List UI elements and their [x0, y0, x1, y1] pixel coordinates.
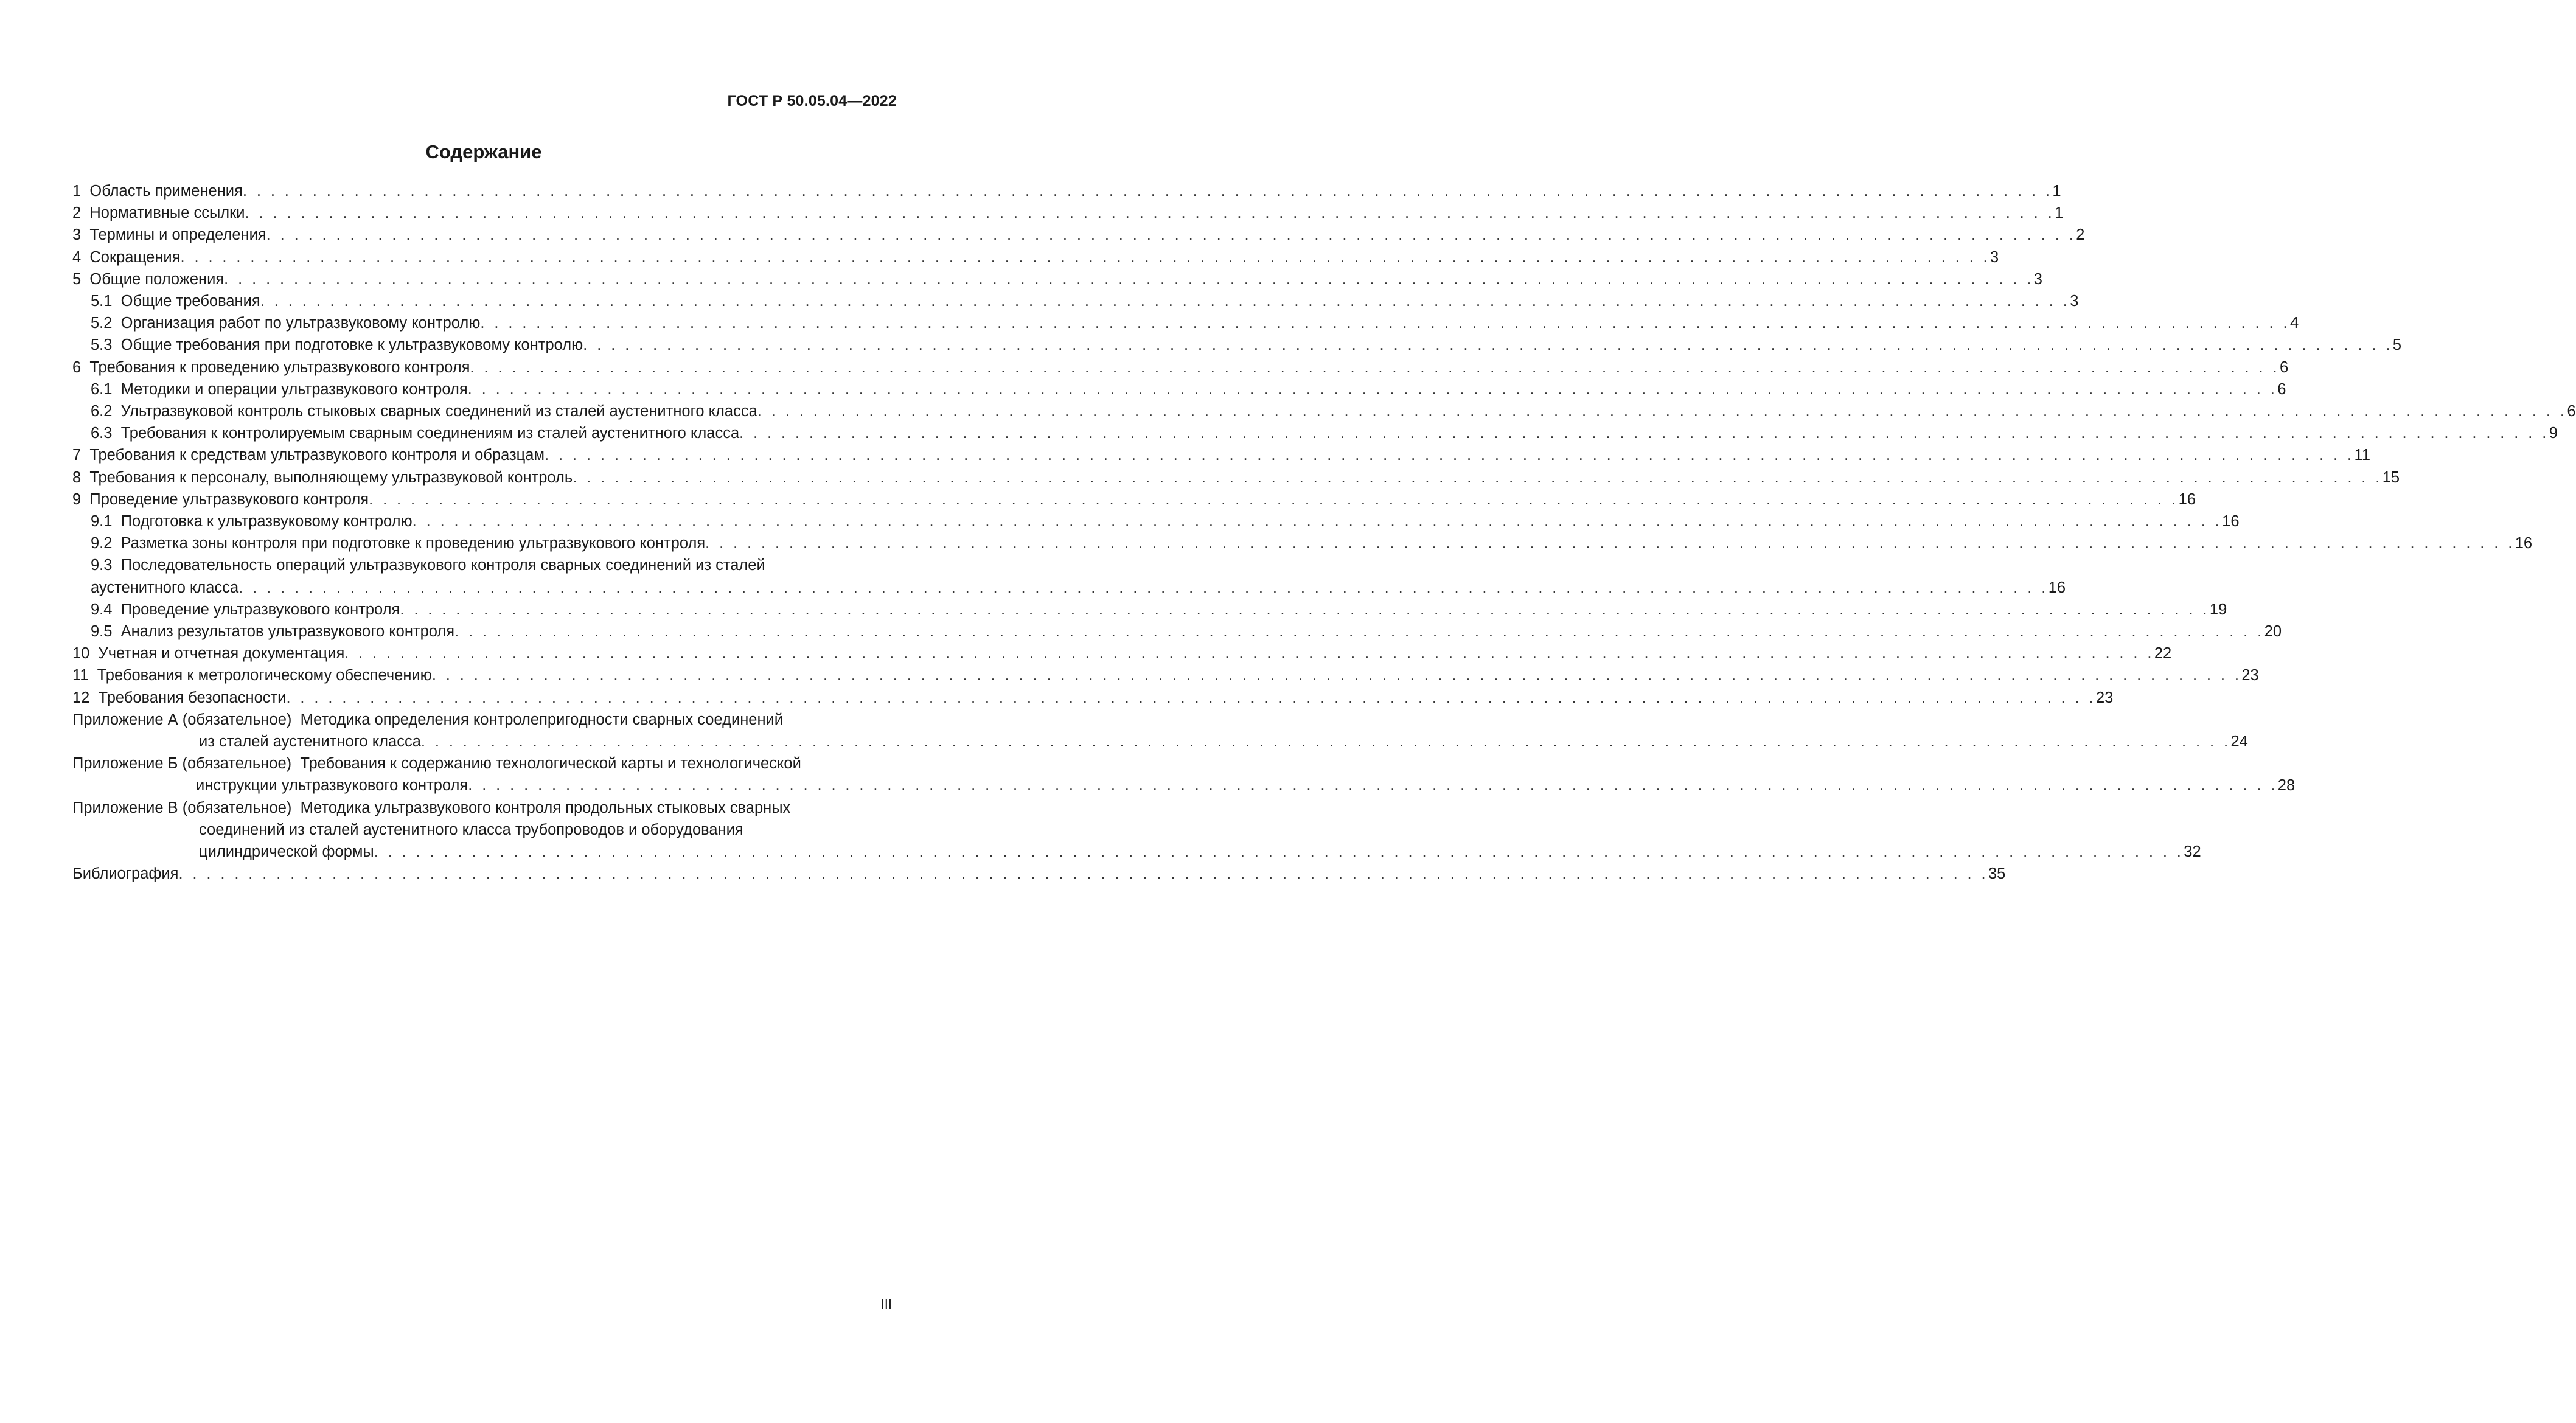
toc-entry-9-1[interactable] — [72, 510, 2240, 532]
document-code: ГОСТ Р 50.05.04—2022 — [727, 92, 897, 110]
dot-leader: . . . . . . . . . . . . . . . . . . . . . . . . . . . . . . . . . . . . . . . . . . . . . . . . . . . . . . . . . . . . . . . . . . . . . . . . . . . . . . . . . . . . . . . . . . . . . . . . . . . . . . . . . . . . . . . . . . . . . . . . . . . . . . . . . . — [374, 843, 2184, 861]
dot-leader: . . . . . . . . . . . . . . . . . . . . . . . . . . . . . . . . . . . . . . . . . . . . . . . . . . . . . . . . . . . . . . . . . . . . . . . . . . . . . . . . . . . . . . . . . . . . . . . . . . . . . . . . . . . . . . . . . . . . . . . . . . . . . . . . . . — [583, 336, 2393, 354]
toc-entry-page: 9 — [2549, 425, 2558, 442]
dot-leader: . . . . . . . . . . . . . . . . . . . . . . . . . . . . . . . . . . . . . . . . . . . . . . . . . . . . . . . . . . . . . . . . . . . . . . . . . . . . . . . . . . . . . . . . . . . . . . . . . . . . . . . . . . . . . . . . . . . . . . . . . . . . . . . . . . — [245, 204, 2055, 222]
appendix-title-line3: цилиндрической формы — [199, 843, 374, 861]
dot-leader: . . . . . . . . . . . . . . . . . . . . . . . . . . . . . . . . . . . . . . . . . . . . . . . . . . . . . . . . . . . . . . . . . . . . . . . . . . . . . . . . . . . . . . . . . . . . . . . . . . . . . . . . . . . . . . . . . . . . . . . . . . . . . . . . . . — [344, 645, 2154, 663]
toc-entry-6[interactable] — [72, 357, 2289, 378]
dot-leader: . . . . . . . . . . . . . . . . . . . . . . . . . . . . . . . . . . . . . . . . . . . . . . . . . . . . . . . . . . . . . . . . . . . . . . . . . . . . . . . . . . . . . . . . . . . . . . . . . . . . . . . . . . . . . . . . . . . . . . . . . . . . . . . . . . — [480, 315, 2290, 332]
toc-entry-page: 16 — [2222, 513, 2240, 531]
toc-entry-8[interactable] — [72, 467, 2400, 489]
toc-entry-number: 5 — [72, 270, 82, 288]
appendix-title-line1: Методика ультразвукового контроля продольных стыковых сварных — [300, 799, 791, 816]
toc-entry-9-4[interactable] — [72, 599, 2227, 621]
dot-leader: . . . . . . . . . . . . . . . . . . . . . . . . . . . . . . . . . . . . . . . . . . . . . . . . . . . . . . . . . . . . . . . . . . . . . . . . . . . . . . . . . . . . . . . . . . . . . . . . . . . . . . . . . . . . . . . . . . . . . . . . . . . . . . . . . . — [573, 468, 2383, 486]
dot-leader: . . . . . . . . . . . . . . . . . . . . . . . . . . . . . . . . . . . . . . . . . . . . . . . . . . . . . . . . . . . . . . . . . . . . . . . . . . . . . . . . . . . . . . . . . . . . . . . . . . . . . . . . . . . . . . . . . . . . . . . . . . . . . . . . . . — [242, 183, 2053, 200]
toc-entry-title: Общие требования — [120, 293, 260, 310]
bibliography-title: Библиография — [72, 865, 179, 883]
toc-entry-3[interactable] — [72, 224, 2085, 246]
toc-entry-number: 11 — [72, 667, 89, 684]
toc-entry-page: 15 — [2382, 468, 2400, 486]
toc-entry-page: 5 — [2392, 336, 2402, 354]
dot-leader: . . . . . . . . . . . . . . . . . . . . . . . . . . . . . . . . . . . . . . . . . . . . . . . . . . . . . . . . . . . . . . . . . . . . . . . . . . . . . . . . . . . . . . . . . . . . . . . . . . . . . . . . . . . . . . . . . . . . . . . . . . . . . . . . . . — [260, 293, 2070, 310]
toc-entry-number: 5.1 — [91, 293, 113, 310]
dot-leader: . . . . . . . . . . . . . . . . . . . . . . . . . . . . . . . . . . . . . . . . . . . . . . . . . . . . . . . . . . . . . . . . . . . . . . . . . . . . . . . . . . . . . . . . . . . . . . . . . . . . . . . . . . . . . . . . . . . . . . . . . . . . . . . . . . — [544, 447, 2355, 464]
toc-entry-page: 1 — [2052, 183, 2061, 200]
toc-entry-9-3[interactable] — [72, 554, 2066, 598]
dot-leader: . . . . . . . . . . . . . . . . . . . . . . . . . . . . . . . . . . . . . . . . . . . . . . . . . . . . . . . . . . . . . . . . . . . . . . . . . . . . . . . . . . . . . . . . . . . . . . . . . . . . . . . . . . . . . . . . . . . . . . . . . . . . . . . . . . — [178, 865, 1988, 883]
toc-entry-title: Учетная и отчетная документация — [98, 645, 345, 663]
toc-entry-title: Область применения — [89, 183, 243, 200]
toc-entry-title: Общие положения — [89, 270, 225, 288]
appendix-title-line2: инструкции ультразвукового контроля — [196, 777, 468, 795]
toc-entry-5-1[interactable] — [72, 290, 2079, 312]
toc-entry-number: 5.2 — [91, 315, 113, 332]
table-of-contents — [72, 180, 2576, 885]
appendix-page: 24 — [2230, 733, 2248, 751]
toc-entry-11[interactable] — [72, 664, 2259, 686]
toc-entry-page: 6 — [2567, 403, 2576, 420]
toc-entry-title: Требования безопасности — [98, 689, 287, 706]
dot-leader: . . . . . . . . . . . . . . . . . . . . . . . . . . . . . . . . . . . . . . . . . . . . . . . . . . . . . . . . . . . . . . . . . . . . . . . . . . . . . . . . . . . . . . . . . . . . . . . . . . . . . . . . . . . . . . . . . . . . . . . . . . . . . . . . . . — [180, 248, 1991, 266]
dot-leader: . . . . . . . . . . . . . . . . . . . . . . . . . . . . . . . . . . . . . . . . . . . . . . . . . . . . . . . . . . . . . . . . . . . . . . . . . . . . . . . . . . . . . . . . . . . . . . . . . . . . . . . . . . . . . . . . . . . . . . . . . . . . . . . . . . — [705, 535, 2515, 552]
toc-entry-title: Проведение ультразвукового контроля — [120, 600, 400, 618]
toc-entry-title-line2: аустенитного класса — [91, 579, 239, 596]
toc-entry-1[interactable] — [72, 180, 2061, 202]
toc-entry-number: 8 — [72, 468, 82, 486]
toc-entry-5-2[interactable] — [72, 312, 2299, 334]
toc-entry-9[interactable] — [72, 489, 2196, 510]
toc-entry-number: 6 — [72, 358, 82, 376]
toc-entry-page: 16 — [2515, 535, 2533, 552]
toc-entry-page: 1 — [2055, 204, 2064, 222]
toc-entry-page: 22 — [2154, 645, 2172, 663]
toc-entry-title: Нормативные ссылки — [89, 204, 245, 222]
dot-leader: . . . . . . . . . . . . . . . . . . . . . . . . . . . . . . . . . . . . . . . . . . . . . . . . . . . . . . . . . . . . . . . . . . . . . . . . . . . . . . . . . . . . . . . . . . . . . . . . . . . . . . . . . . . . . . . . . . . . . . . . . . . . . . . . . . — [757, 403, 2567, 420]
toc-entry-title: Требования к персоналу, выполняющему ультразвуковой контроль — [89, 468, 573, 486]
toc-entry-number: 9.1 — [91, 513, 113, 531]
appendix-title-line1: Требования к содержанию технологической карты и технологической — [300, 755, 801, 773]
toc-entry-page: 23 — [2095, 689, 2114, 706]
appendix-label: Приложение В (обязательное) — [72, 799, 292, 816]
toc-entry-6-2[interactable] — [72, 400, 2576, 422]
toc-entry-number: 9.3 — [91, 557, 113, 574]
toc-entry-2[interactable] — [72, 202, 2064, 224]
appendix-title-line2: из сталей аустенитного класса — [199, 733, 421, 751]
toc-entry-page: 3 — [2033, 270, 2042, 288]
dot-leader: . . . . . . . . . . . . . . . . . . . . . . . . . . . . . . . . . . . . . . . . . . . . . . . . . . . . . . . . . . . . . . . . . . . . . . . . . . . . . . . . . . . . . . . . . . . . . . . . . . . . . . . . . . . . . . . . . . . . . . . . . . . . . . . . . . — [224, 270, 2034, 288]
toc-entry-title: Проведение ультразвукового контроля — [89, 490, 369, 508]
page-number: III — [880, 1296, 892, 1312]
toc-entry-10[interactable] — [72, 642, 2172, 664]
toc-entry-title: Общие требования при подготовке к ультразвуковому контролю — [120, 336, 583, 354]
toc-entry-5-3[interactable] — [72, 334, 2402, 356]
toc-entry-9-5[interactable] — [72, 621, 2282, 642]
toc-entry-12[interactable] — [72, 687, 2114, 709]
toc-entry-page: 6 — [2279, 358, 2289, 376]
appendix-page: 28 — [2277, 777, 2296, 795]
dot-leader: . . . . . . . . . . . . . . . . . . . . . . . . . . . . . . . . . . . . . . . . . . . . . . . . . . . . . . . . . . . . . . . . . . . . . . . . . . . . . . . . . . . . . . . . . . . . . . . . . . . . . . . . . . . . . . . . . . . . . . . . . . . . . . . . . . — [369, 490, 2179, 508]
toc-entry-page: 2 — [2076, 226, 2085, 244]
toc-entry-number: 9.4 — [91, 600, 113, 618]
toc-entry-page: 11 — [2354, 447, 2371, 464]
toc-entry-9-2[interactable] — [72, 532, 2533, 554]
toc-entry-6-3[interactable] — [72, 422, 2558, 444]
toc-title: Содержание — [425, 141, 542, 162]
toc-appendix-v[interactable] — [72, 797, 2201, 863]
toc-entry-title: Ультразвуковой контроль стыковых сварных соединений из сталей аустенитного класса — [120, 403, 757, 420]
toc-entry-page: 19 — [2209, 600, 2227, 618]
appendix-page: 32 — [2184, 843, 2201, 861]
toc-entry-title: Термины и определения — [89, 226, 266, 244]
dot-leader: . . . . . . . . . . . . . . . . . . . . . . . . . . . . . . . . . . . . . . . . . . . . . . . . . . . . . . . . . . . . . . . . . . . . . . . . . . . . . . . . . . . . . . . . . . . . . . . . . . . . . . . . . . . . . . . . . . . . . . . . . . . . . . . . . . — [431, 667, 2242, 684]
toc-entry-7[interactable] — [72, 444, 2371, 466]
toc-entry-number: 1 — [72, 183, 82, 200]
toc-entry-number: 7 — [72, 447, 82, 464]
toc-entry-title: Требования к метрологическому обеспечению — [97, 667, 432, 684]
toc-entry-number: 10 — [72, 645, 90, 663]
dot-leader: . . . . . . . . . . . . . . . . . . . . . . . . . . . . . . . . . . . . . . . . . . . . . . . . . . . . . . . . . . . . . . . . . . . . . . . . . . . . . . . . . . . . . . . . . . . . . . . . . . . . . . . . . . . . . . . . . . . . . . . . . . . . . . . . . . — [468, 777, 2278, 795]
toc-entry-title: Анализ результатов ультразвукового контроля — [120, 623, 455, 641]
toc-entry-title-line1: Последовательность операций ультразвукового контроля сварных соединений из сталей — [120, 557, 765, 574]
toc-entry-title: Требования к контролируемым сварным соединениям из сталей аустенитного класса — [120, 425, 740, 442]
toc-entry-number: 12 — [72, 689, 90, 706]
dot-leader: . . . . . . . . . . . . . . . . . . . . . . . . . . . . . . . . . . . . . . . . . . . . . . . . . . . . . . . . . . . . . . . . . . . . . . . . . . . . . . . . . . . . . . . . . . . . . . . . . . . . . . . . . . . . . . . . . . . . . . . . . . . . . . . . . . — [238, 579, 2049, 596]
toc-entry-page: 4 — [2289, 315, 2299, 332]
toc-entry-number: 2 — [72, 204, 82, 222]
appendix-title-line2: соединений из сталей аустенитного класса трубопроводов и оборудования — [199, 821, 743, 838]
toc-entry-6-1[interactable] — [72, 378, 2286, 400]
toc-entry-title: Подготовка к ультразвуковому контролю — [120, 513, 413, 531]
toc-appendix-a[interactable] — [72, 709, 2248, 753]
toc-entry-title: Требования к средствам ультразвукового контроля и образцам — [89, 447, 545, 464]
toc-entry-title: Методики и операции ультразвукового контроля — [120, 380, 468, 398]
toc-entry-page: 23 — [2241, 667, 2259, 684]
toc-appendix-b[interactable] — [72, 753, 2296, 796]
toc-entry-page: 3 — [1990, 248, 1999, 266]
dot-leader: . . . . . . . . . . . . . . . . . . . . . . . . . . . . . . . . . . . . . . . . . . . . . . . . . . . . . . . . . . . . . . . . . . . . . . . . . . . . . . . . . . . . . . . . . . . . . . . . . . . . . . . . . . . . . . . . . . . . . . . . . . . . . . . . . . — [420, 733, 2231, 751]
toc-entry-page: 3 — [2070, 293, 2079, 310]
toc-entry-page: 6 — [2277, 380, 2286, 398]
dot-leader: . . . . . . . . . . . . . . . . . . . . . . . . . . . . . . . . . . . . . . . . . . . . . . . . . . . . . . . . . . . . . . . . . . . . . . . . . . . . . . . . . . . . . . . . . . . . . . . . . . . . . . . . . . . . . . . . . . . . . . . . . . . . . . . . . . — [266, 226, 2076, 244]
dot-leader: . . . . . . . . . . . . . . . . . . . . . . . . . . . . . . . . . . . . . . . . . . . . . . . . . . . . . . . . . . . . . . . . . . . . . . . . . . . . . . . . . . . . . . . . . . . . . . . . . . . . . . . . . . . . . . . . . . . . . . . . . . . . . . . . . . — [467, 380, 2278, 398]
toc-entry-title: Требования к проведению ультразвукового контроля — [89, 358, 470, 376]
toc-entry-number: 9.5 — [91, 623, 113, 641]
toc-entry-number: 5.3 — [91, 336, 113, 354]
appendix-label: Приложение Б (обязательное) — [72, 755, 292, 773]
toc-entry-title: Сокращения — [89, 248, 181, 266]
dot-leader: . . . . . . . . . . . . . . . . . . . . . . . . . . . . . . . . . . . . . . . . . . . . . . . . . . . . . . . . . . . . . . . . . . . . . . . . . . . . . . . . . . . . . . . . . . . . . . . . . . . . . . . . . . . . . . . . . . . . . . . . . . . . . . . . . . — [412, 513, 2223, 531]
dot-leader: . . . . . . . . . . . . . . . . . . . . . . . . . . . . . . . . . . . . . . . . . . . . . . . . . . . . . . . . . . . . . . . . . . . . . . . . . . . . . . . . . . . . . . . . . . . . . . . . . . . . . . . . . . . . . . . . . . . . . . . . . . . . . . . . . . — [400, 600, 2210, 618]
toc-entry-title: Разметка зоны контроля при подготовке к проведению ультразвукового контроля — [120, 535, 706, 552]
dot-leader: . . . . . . . . . . . . . . . . . . . . . . . . . . . . . . . . . . . . . . . . . . . . . . . . . . . . . . . . . . . . . . . . . . . . . . . . . . . . . . . . . . . . . . . . . . . . . . . . . . . . . . . . . . . . . . . . . . . . . . . . . . . . . . . . . . — [286, 689, 2096, 706]
bibliography-page: 35 — [1988, 865, 2006, 883]
toc-entry-page: 16 — [2178, 490, 2196, 508]
toc-entry-5[interactable] — [72, 268, 2042, 290]
toc-entry-page: 16 — [2048, 579, 2066, 596]
toc-entry-title: Организация работ по ультразвуковому контролю — [120, 315, 481, 332]
dot-leader: . . . . . . . . . . . . . . . . . . . . . . . . . . . . . . . . . . . . . . . . . . . . . . . . . . . . . . . . . . . . . . . . . . . . . . . . . . . . . . . . . . . . . . . . . . . . . . . . . . . . . . . . . . . . . . . . . . . . . . . . . . . . . . . . . . — [739, 425, 2549, 442]
dot-leader: . . . . . . . . . . . . . . . . . . . . . . . . . . . . . . . . . . . . . . . . . . . . . . . . . . . . . . . . . . . . . . . . . . . . . . . . . . . . . . . . . . . . . . . . . . . . . . . . . . . . . . . . . . . . . . . . . . . . . . . . . . . . . . . . . . — [454, 623, 2264, 641]
toc-entry-4[interactable] — [72, 246, 1999, 268]
appendix-label: Приложение А (обязательное) — [72, 711, 292, 728]
toc-entry-number: 3 — [72, 226, 82, 244]
toc-entry-number: 6.1 — [91, 380, 113, 398]
appendix-title-line1: Методика определения контролепригодности сварных соединений — [300, 711, 784, 728]
toc-entry-number: 9 — [72, 490, 82, 508]
dot-leader: . . . . . . . . . . . . . . . . . . . . . . . . . . . . . . . . . . . . . . . . . . . . . . . . . . . . . . . . . . . . . . . . . . . . . . . . . . . . . . . . . . . . . . . . . . . . . . . . . . . . . . . . . . . . . . . . . . . . . . . . . . . . . . . . . . — [470, 358, 2280, 376]
toc-entry-number: 6.3 — [91, 425, 113, 442]
toc-bibliography[interactable] — [72, 863, 2006, 885]
toc-entry-page: 20 — [2264, 623, 2282, 641]
toc-entry-number: 6.2 — [91, 403, 113, 420]
toc-entry-number: 9.2 — [91, 535, 113, 552]
toc-entry-number: 4 — [72, 248, 82, 266]
